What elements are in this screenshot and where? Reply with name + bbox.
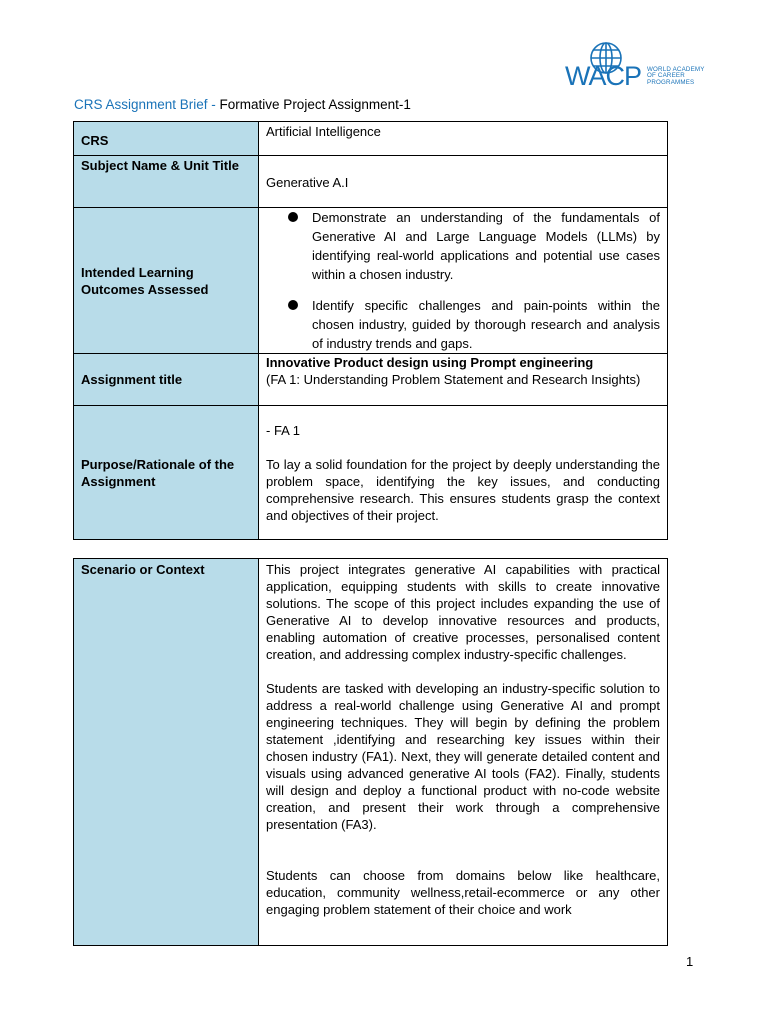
title-text: Formative Project Assignment-1 [219, 97, 411, 112]
assignment-info-table [73, 121, 668, 540]
list-item: Identify specific challenges and pain-points within the chosen industry, guided by thorough research and analysis of industry trends and gaps. [266, 296, 660, 353]
assignment-subtitle: (FA 1: Understanding Problem Statement and Research Insights) [266, 372, 641, 387]
scenario-label: Scenario or Context [74, 559, 259, 946]
subject-value: Generative A.I [259, 156, 668, 208]
purpose-label: Purpose/Rationale of the Assignment [74, 406, 259, 540]
purpose-cell [259, 406, 668, 540]
purpose-text: To lay a solid foundation for the project by deeply understanding the problem space, identifying the key issues, and conducting comprehensive research. This ensures students grasp the context and objectives of their project. [266, 457, 660, 523]
logo-mark: WACP [565, 61, 641, 91]
assignment-title-label: Assignment title [74, 354, 259, 406]
bullet-icon [288, 300, 298, 310]
bullet-icon [288, 212, 298, 222]
scenario-cell [259, 559, 668, 946]
list-item: Demonstrate an understanding of the fundamentals of Generative AI and Large Language Models (LLMs) by identifying real-world applications and potential use cases within a chosen industry. [266, 208, 660, 284]
assignment-title: Innovative Product design using Prompt engineering [266, 355, 594, 370]
crs-value: Artificial Intelligence [259, 122, 668, 156]
title-prefix: CRS Assignment Brief - [74, 97, 220, 112]
logo-text: WORLD ACADEMY OF CAREER PROGRAMMES [647, 66, 705, 86]
scenario-table [73, 558, 668, 946]
outcomes-label: Intended Learning Outcomes Assessed [74, 208, 259, 354]
assignment-title-cell [259, 354, 668, 406]
page-number: 1 [686, 954, 694, 969]
page-title [74, 97, 411, 112]
outcomes-list [266, 208, 660, 353]
scenario-paragraph: This project integrates generative AI capabilities with practical application, equipping students with skills to create innovative solutions. The scope of this project includes expanding the use of Generative AI to develop innovative resources and products, enabling automation of creative processes, personalised content creation, and addressing complex industry-specific challenges. [266, 562, 660, 662]
purpose-fa: - FA 1 [266, 423, 300, 438]
subject-label: Subject Name & Unit Title [74, 156, 259, 208]
outcomes-cell [259, 208, 668, 354]
scenario-paragraph: Students can choose from domains below like healthcare, education, community wellness,retail-ecommerce or any other engaging problem statement of their choice and work [266, 868, 660, 917]
scenario-paragraph: Students are tasked with developing an industry-specific solution to address a real-world challenge using Generative AI and prompt engineering techniques. They will begin by defining the problem statement ,identifying and researching key issues within their chosen industry (FA1). Next, they will generate detailed content and visuals using advanced generative AI tools (FA2). Finally, students will design and deploy a functional product with no-code website creation, and present their work through a comprehensive presentation (FA3). [266, 681, 660, 832]
crs-label: CRS [74, 122, 259, 156]
